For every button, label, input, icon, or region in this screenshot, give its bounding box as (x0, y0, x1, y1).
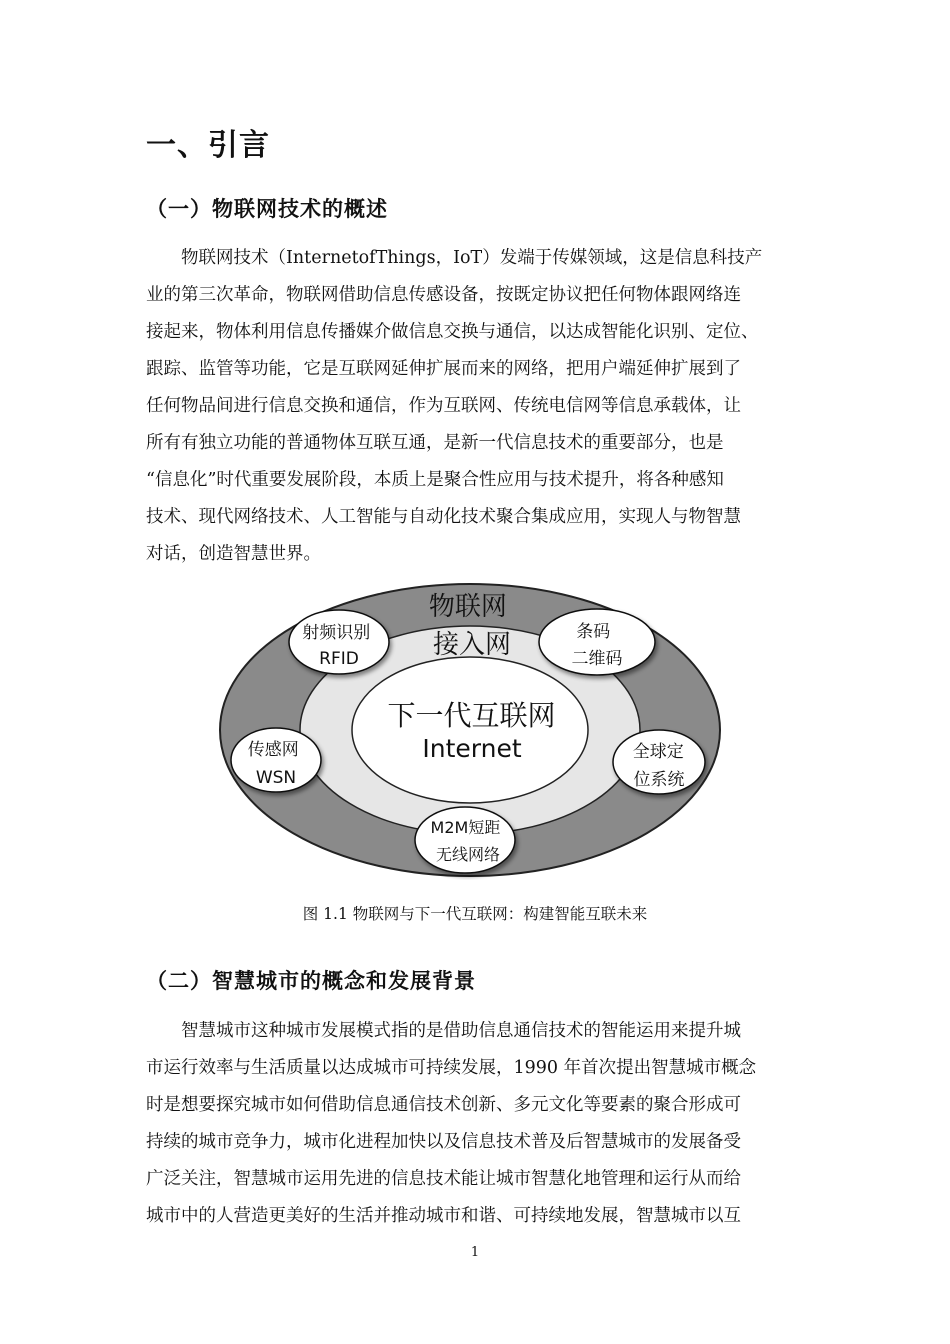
section-2-title: （二）智慧城市的概念和发展背景 (146, 969, 476, 993)
node-barcode (539, 609, 655, 675)
paragraph-line: 对话，创造智慧世界。 (146, 544, 321, 564)
node-rfid (289, 610, 389, 674)
svg-text:M2M短距 无线网络: M2M短距 无线网络 (430, 818, 501, 864)
paragraph-line: 任何物品间进行信息交换和通信，作为互联网、传统电信网等信息承载体，让 (146, 396, 741, 416)
paragraph-line: 时是想要探究城市如何借助信息通信技术创新、多元文化等要素的聚合形成可 (146, 1095, 741, 1115)
page-number: 1 (470, 1245, 480, 1260)
paragraph-line: 持续的城市竞争力，城市化进程加快以及信息技术普及后智慧城市的发展备受 (146, 1132, 741, 1152)
node-gps (613, 730, 705, 794)
heading-introduction: 一、引言 (146, 128, 270, 163)
svg-text:全球定 位系统: 全球定 位系统 (632, 742, 685, 790)
section-2-paragraph (146, 1013, 810, 1235)
svg-text:条码 二维码: 条码 二维码 (571, 622, 623, 669)
paragraph-line: 所有有独立功能的普通物体互联互通，是新一代信息技术的重要部分，也是 (146, 433, 724, 453)
paragraph-line: “信息化”时代重要发展阶段，本质上是聚合性应用与技术提升，将各种感知 (146, 470, 724, 490)
figure-caption (0, 902, 950, 924)
center-label: 下一代互联网 Internet (387, 699, 556, 763)
node-wsn (231, 728, 321, 792)
paragraph-line: 城市中的人营造更美好的生活并推动城市和谐、可持续地发展，智慧城市以互 (146, 1206, 741, 1226)
section-1-paragraph (146, 240, 810, 573)
paragraph-line: 广泛关注，智慧城市运用先进的信息技术能让城市智慧化地管理和运行从而给 (146, 1169, 741, 1189)
paragraph-line: 市运行效率与生活质量以达成城市可持续发展，1990 年首次提出智慧城市概念 (146, 1058, 757, 1078)
svg-text:传感网 WSN: 传感网 WSN (247, 740, 299, 788)
node-m2m (415, 807, 515, 873)
paragraph-line: 接起来，物体利用信息传播媒介做信息交换与通信，以达成智能化识别、定位、 (146, 322, 759, 342)
iot-diagram (216, 580, 724, 880)
paragraph-line: 业的第三次革命，物联网借助信息传感设备，按既定协议把任何物体跟网络连 (146, 285, 741, 305)
paragraph-line: 物联网技术（InternetofThings，IoT）发端于传媒领域，这是信息科技产 (181, 248, 763, 268)
caption-number: 图 1.1 (302, 905, 348, 923)
outer-label: 物联网 接入网 (428, 592, 512, 660)
paragraph-line: 跟踪、监管等功能，它是互联网延伸扩展而来的网络，把用户端延伸扩展到了 (146, 359, 741, 379)
svg-text:射频识别 RFID: 射频识别 RFID (302, 623, 371, 669)
section-1-title: （一）物联网技术的概述 (146, 197, 388, 221)
paragraph-line: 技术、现代网络技术、人工智能与自动化技术聚合集成应用，实现人与物智慧 (146, 507, 741, 527)
caption-text: 物联网与下一代互联网：构建智能互联未来 (352, 905, 648, 923)
paragraph-line: 智慧城市这种城市发展模式指的是借助信息通信技术的智能运用来提升城 (181, 1021, 741, 1041)
